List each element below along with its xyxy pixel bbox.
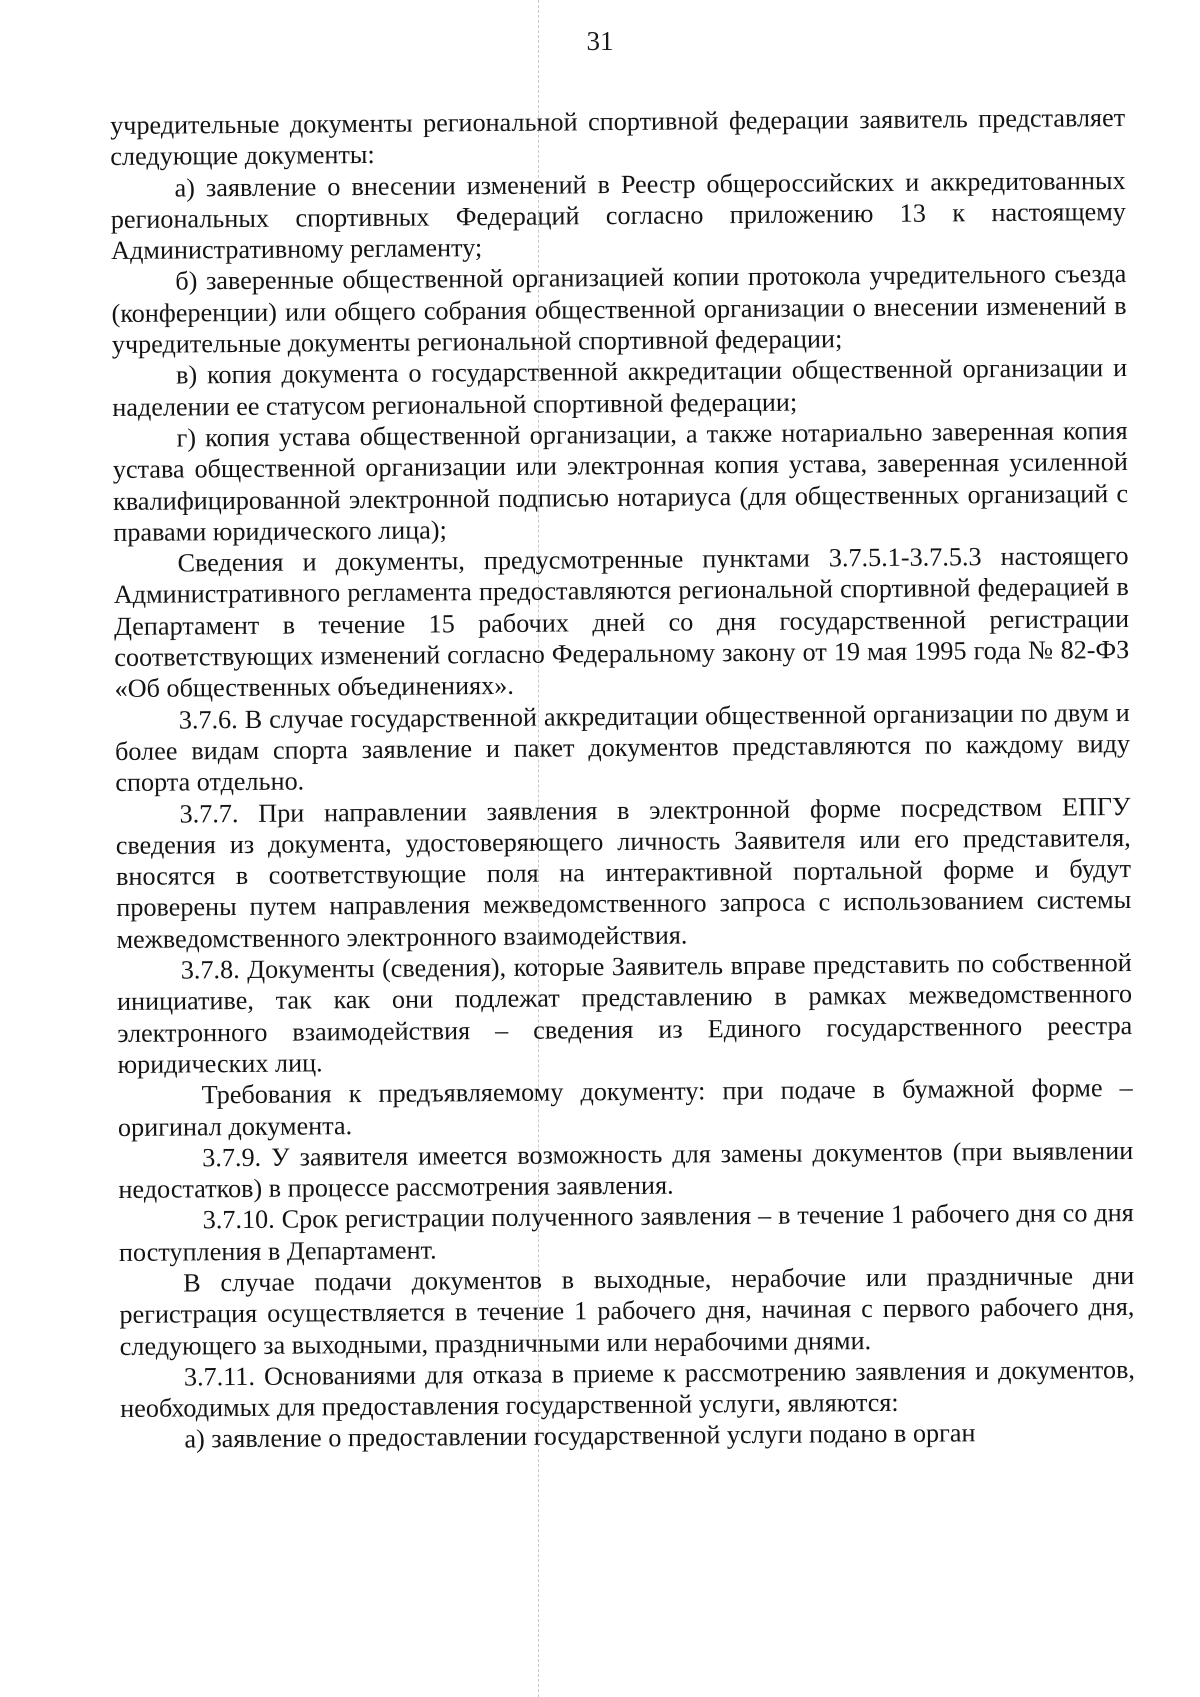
paragraph-3-7-10: 3.7.10. Срок регистрации полученного заявления – в течение 1 рабочего дня со дня поступления в Департамент. [118,1198,1134,1267]
paragraph-3-7-11: 3.7.11. Основаниями для отказа в приеме к рассмотрению заявления и документов, необходимых для предоставления государственной услуги, являются: [120,1354,1136,1424]
paragraph-item-g: г) копия устава общественной организации, а также нотариально заверенная копия устава общественной организации или электронная копия устава, заверенная усиленной квалифицированной электронной подписью нотариуса (для общественных организаций с правами юридического лица); [112,415,1129,547]
paragraph-document-requirements: Требования к предъявляемому документу: при подаче в бумажной форме – оригинал документа. [117,1073,1133,1142]
page-number: 31 [586,26,614,56]
paragraph-3-7-8: 3.7.8. Документы (сведения), которые Заявитель вправе представить по собственной инициативе, так как они подлежат представлению в рамках межведомственного электронного взаимодействия – сведения из Единого государственного реестра юридических лиц. [116,948,1133,1079]
paragraph-3-7-6: 3.7.6. В случае государственной аккредитации общественной организации по двум и более видам спорта заявление и пакет документов представляются по каждому виду спорта отдельно. [114,697,1131,798]
paragraph-item-b: б) заверенные общественной организацией копии протокола учредительного съезда (конференции) или общего собрания общественной организации о внесении изменений в учредительные документы региональной спортивной федерации; [111,259,1127,360]
paragraph-submission-deadline: Сведения и документы, предусмотренные пунктами 3.7.5.1-3.7.5.3 настоящего Административного регламента предоставляются региональной спортивной федерацией в Департамент в течение 15 рабочих дней со дня государственной регистрации соответствующих изменений согласно Федеральному закону от 19 мая 1995 года № 82-ФЗ «Об общественных объединениях». [113,541,1130,704]
paragraph-3-7-9: 3.7.9. У заявителя имеется возможность для замены документов (при выявлении недостатков) в процессе рассмотрения заявления. [118,1135,1134,1205]
paragraph-item-v: в) копия документа о государственной аккредитации общественной организации и наделении ее статусом региональной спортивной федерации; [112,353,1128,422]
paragraph-continuation: учредительные документы региональной спортивной федерации заявитель представляет следующие документы: [110,103,1126,172]
document-body [110,102,1136,1456]
paragraph-refusal-item-a: а) заявление о предоставлении государственной услуги подано в орган [184,1418,976,1454]
paragraph-item-a: а) заявление о внесении изменений в Реестр общероссийских и аккредитованных региональных спортивных Федераций согласно приложению 13 к настоящему Административному регламенту; [110,165,1126,266]
paragraph-3-7-7: 3.7.7. При направлении заявления в электронной форме посредством ЕПГУ сведения из документа, удостоверяющего личность Заявителя или его представителя, вносятся в соответствующие поля на интерактивной портальной форме и будут проверены путем направления межведомственного запроса с использованием системы межведомственного электронного взаимодействия. [115,791,1132,954]
paragraph-non-working-days: В случае подачи документов в выходные, нерабочие или праздничные дни регистрация осуществляется в течение 1 рабочего дня, начиная с первого рабочего дня, следующего за выходными, праздничными или нерабочими днями. [119,1260,1135,1361]
